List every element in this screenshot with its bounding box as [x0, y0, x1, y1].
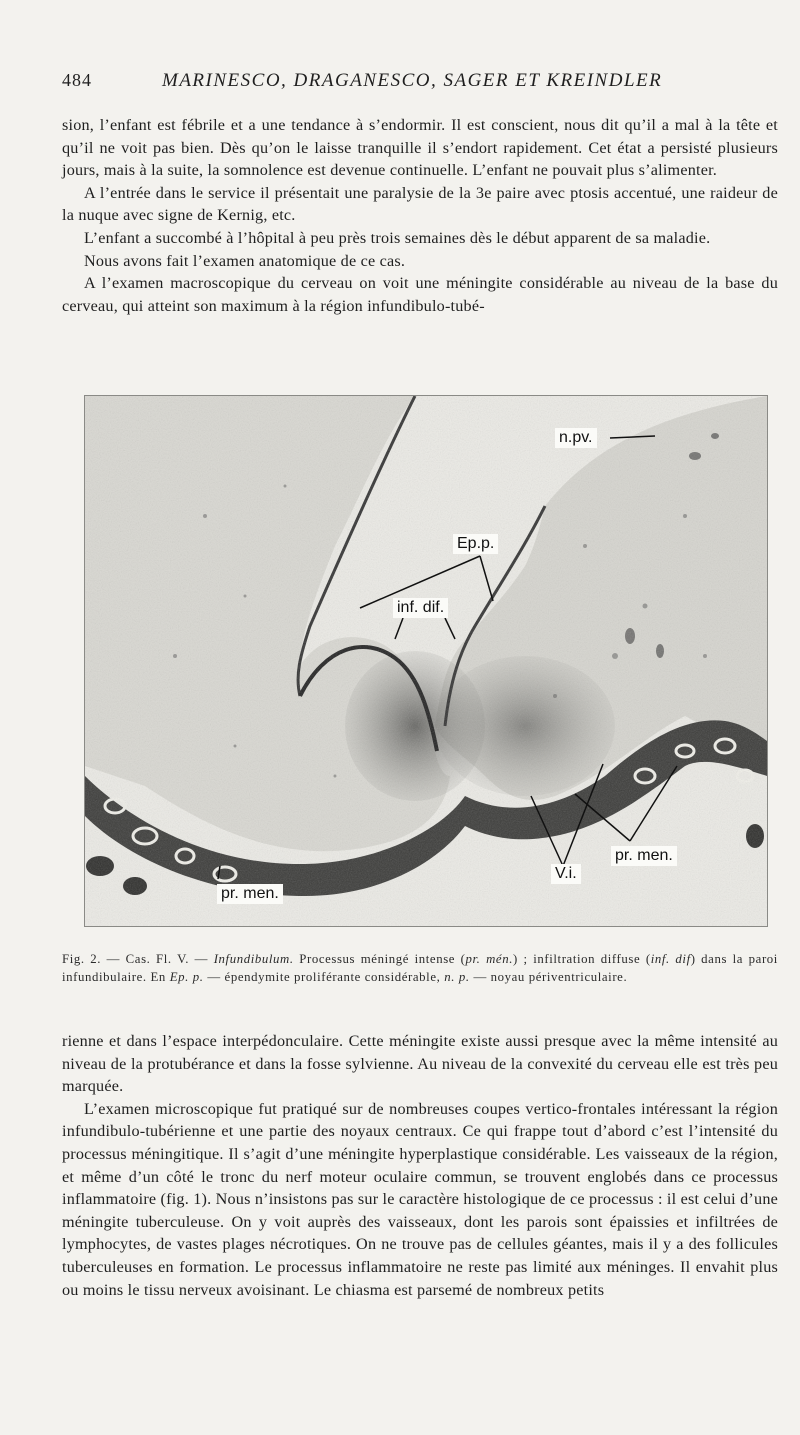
label-npv: n.pv.	[555, 428, 597, 448]
body-text-top	[62, 114, 778, 317]
paragraph: A l’examen macroscopique du cerveau on voit une méningite considérable au niveau de la base du cerveau, qui atteint son maximum à la région infundibulo-tubé-	[62, 274, 778, 315]
paragraph: sion, l’enfant est fébrile et a une tendance à s’endormir. Il est conscient, nous dit qu’il a mal à la tête et qu’il ne voit pas bien. Dès qu’on le laisse tranquille il s’endort rapidement. Cet état a persisté plusieurs jours, mais à la suite, la somnolence est devenue continuelle. L’enfant ne pouvait plus s’alimenter.	[62, 116, 778, 180]
page-number: 484	[62, 70, 92, 90]
page-header	[62, 70, 782, 96]
caption-text: ) dans la paroi infundibulaire. En	[62, 952, 778, 984]
histology-figure	[84, 395, 768, 927]
label-pr-men-right: pr. men.	[611, 846, 677, 866]
label-vi: V.i.	[551, 864, 581, 884]
caption-abbr: n. p.	[444, 970, 470, 984]
label-epp: Ep.p.	[453, 534, 498, 554]
paragraph: L’enfant a succombé à l’hôpital à peu près trois semaines dès le début apparent de sa maladie.	[84, 228, 711, 247]
caption-text: ) ; infiltration diffuse (	[513, 952, 651, 966]
caption-abbr: inf. dif	[650, 952, 691, 966]
caption-fig-label: Fig. 2. — Cas. Fl. V. —	[62, 952, 209, 966]
paragraph: Nous avons fait l’examen anatomique de ce cas.	[84, 251, 406, 270]
paragraph: L’examen microscopique fut pratiqué sur de nombreuses coupes vertico-frontales intéressant la région infundibulo-tubérienne et une partie des noyaux centraux. Ce qui frappe tout d’abord c’est l’intensité du processus méningitique. Il s’agit d’une méningite hyperplastique considérable. Les vaisseaux de la région, et même d’un côté le tronc du nerf moteur oculaire commun, se trouvent englobés dans ce processus inflammatoire (fig. 1). Nous n’insistons pas sur le caractère histologique de ce processus : il est celui d’une méningite tuberculeuse. On y voit auprès des vaisseaux, dont les parois sont épaissies et infiltrées de lymphocytes, de vastes plages nécrotiques. On ne trouve pas de cellules géantes, mais il y a des follicules tuberculeuses en formation. Le processus inflammatoire ne reste pas limité aux méninges. Il envahit plus ou moins le tissu nerveux avoisinant. Le chiasma est parsemé de nombreux petits	[62, 1099, 778, 1299]
figure-caption	[62, 950, 778, 986]
paragraph: rienne et dans l’espace interpédonculaire. Cette méningite existe aussi presque avec la même intensité au niveau de la protubérance et dans la fosse sylvienne. Au niveau de la convexité du cerveau elle est très peu marquée.	[62, 1032, 778, 1096]
caption-title: Infundibulum.	[213, 952, 294, 966]
body-text-bottom	[62, 1030, 778, 1301]
label-pr-men-left: pr. men.	[217, 884, 283, 904]
caption-abbr: pr. mén.	[465, 952, 513, 966]
caption-text: Processus méningé intense (	[299, 952, 466, 966]
caption-text: — noyau périventriculaire.	[473, 970, 628, 984]
caption-text: — épendymite proliférante considérable,	[207, 970, 441, 984]
paragraph: A l’entrée dans le service il présentait une paralysie de la 3e paire avec ptosis accentué, une raideur de la nuque avec signe de Kernig, etc.	[62, 183, 778, 225]
running-title: MARINESCO, DRAGANESCO, SAGER ET KREINDLER	[162, 70, 663, 91]
label-inf-dif: inf. dif.	[393, 598, 448, 618]
caption-abbr: Ep. p.	[169, 970, 204, 984]
